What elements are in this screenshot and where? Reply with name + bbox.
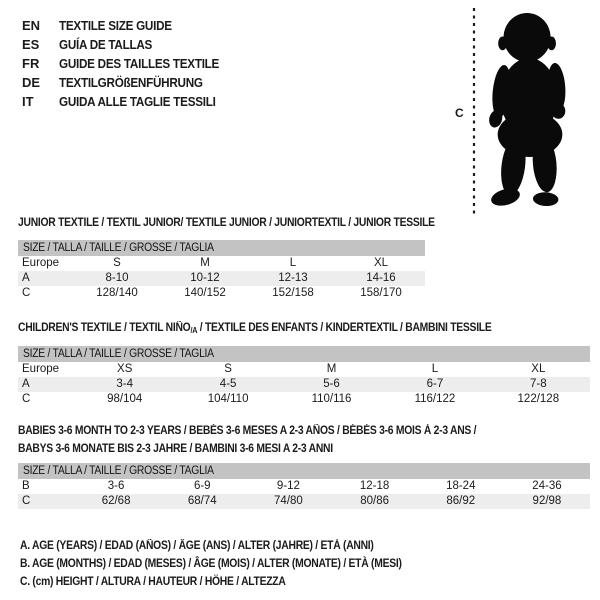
months-cell: 24-36 <box>532 480 562 492</box>
heading-text: / TEXTILE DES ENFANTS / KINDERTEXTIL / BAMBINI TESSILE <box>197 322 492 334</box>
size-cell: L <box>431 363 439 375</box>
table-row-europe <box>18 256 425 271</box>
table-row-age <box>18 271 425 286</box>
height-cell: 110/116 <box>311 393 352 405</box>
table-row-height <box>18 392 590 407</box>
lang-row-fr <box>22 54 237 73</box>
size-cell: XL <box>373 257 389 269</box>
toddler-silhouette <box>481 10 579 208</box>
height-cell: 158/170 <box>360 287 402 299</box>
table-row-age <box>18 377 590 392</box>
height-cell: 128/140 <box>96 287 138 299</box>
height-cell: 80/86 <box>360 495 389 507</box>
size-cell: XL <box>531 363 546 375</box>
table-row-height <box>18 494 590 509</box>
age-cell: 3-4 <box>116 378 134 390</box>
babies-size-table <box>18 463 590 509</box>
lang-code: ES <box>22 37 40 52</box>
lang-row-it <box>22 92 237 111</box>
months-cell: 12-18 <box>359 480 390 492</box>
footnotes <box>20 537 402 591</box>
size-header-bar <box>18 463 590 479</box>
children-size-table <box>18 346 590 407</box>
heading-subscript: /A <box>190 326 198 335</box>
size-header-bar <box>18 240 425 256</box>
language-header <box>22 16 237 111</box>
age-cell: 6-7 <box>426 378 444 390</box>
row-label: C <box>22 393 31 405</box>
footnote-c: C. (cm) HEIGHT / ALTURA / HAUTEUR / HÖHE / ALTEZZA <box>20 576 286 588</box>
size-cell: M <box>200 257 210 269</box>
size-header-label: SIZE / TALLA / TAILLE / GRÖSSE / TAGLIA <box>23 465 214 477</box>
height-cell: 104/110 <box>207 393 249 405</box>
height-marker-label: C <box>455 106 464 120</box>
age-cell: 4-5 <box>219 378 237 390</box>
section-heading-babies <box>18 423 476 458</box>
lang-code: FR <box>22 56 40 71</box>
age-cell: 14-16 <box>366 272 396 284</box>
row-label: Europe <box>22 257 60 269</box>
size-cell: S <box>224 363 232 375</box>
height-cell: 74/80 <box>274 495 303 507</box>
size-cell: L <box>289 257 297 269</box>
age-cell: 10-12 <box>190 272 220 284</box>
size-header-bar <box>18 346 590 362</box>
size-cell: M <box>326 363 337 375</box>
heading-text: CHILDREN'S TEXTILE / TEXTIL NIÑO <box>18 322 191 334</box>
lang-row-en <box>22 16 237 35</box>
height-cell: 68/74 <box>187 495 217 507</box>
footnote-a: A. AGE (YEARS) / EDAD (AÑOS) / ÂGE (ANS) / ALTER (JAHRE) / ETÀ (ANNI) <box>20 540 374 552</box>
row-label: C <box>22 495 31 507</box>
months-cell: 3-6 <box>107 480 125 492</box>
lang-code: DE <box>22 75 41 90</box>
heading-line-2: BABYS 3-6 MONATE BIS 2-3 JAHRE / BAMBINI 3-6 MESI A 2-3 ANNI <box>18 442 333 455</box>
age-cell: 8-10 <box>105 272 129 284</box>
height-cell: 116/122 <box>414 393 456 405</box>
lang-code: IT <box>22 94 34 109</box>
lang-label: TEXTILE SIZE GUIDE <box>59 18 172 33</box>
age-cell: 7-8 <box>530 378 547 390</box>
lang-row-es <box>22 35 237 54</box>
height-cell: 152/158 <box>272 287 314 299</box>
size-header-label: SIZE / TALLA / TAILLE / GRÖSSE / TAGLIA <box>23 348 214 360</box>
age-cell: 5-6 <box>323 378 340 390</box>
junior-size-table <box>18 240 425 301</box>
table-row-height <box>18 286 425 301</box>
lang-label: GUÍA DE TALLAS <box>59 37 153 52</box>
size-header-label: SIZE / TALLA / TAILLE / GRÖSSE / TAGLIA <box>23 242 214 254</box>
months-cell: 6-9 <box>193 480 211 492</box>
height-cell: 122/128 <box>517 393 560 405</box>
height-cell: 140/152 <box>184 287 226 299</box>
months-cell: 9-12 <box>276 480 300 492</box>
size-cell: S <box>113 257 121 269</box>
row-label: A <box>22 272 30 284</box>
row-label: A <box>22 378 30 390</box>
section-heading-junior: JUNIOR TEXTILE / TEXTIL JUNIOR/ TEXTILE JUNIOR / JUNIORTEXTIL / JUNIOR TESSILE <box>18 217 435 229</box>
height-cell: 98/104 <box>107 393 143 405</box>
lang-label: TEXTILGRÖßENFÜHRUNG <box>59 75 203 90</box>
height-cell: 62/68 <box>101 495 131 507</box>
height-dashed-line <box>472 8 476 214</box>
lang-code: EN <box>22 18 41 33</box>
height-cell: 86/92 <box>446 495 476 507</box>
row-label: C <box>22 287 31 299</box>
height-cell: 92/98 <box>532 495 562 507</box>
lang-row-de <box>22 73 237 92</box>
lang-label: GUIDE DES TAILLES TEXTILE <box>59 56 220 71</box>
row-label: B <box>22 480 30 492</box>
row-label: Europe <box>22 363 60 375</box>
footnote-b: B. AGE (MONTHS) / EDAD (MESES) / ÂGE (MOIS) / ALTER (MONATE) / ETÀ (MESI) <box>20 558 402 570</box>
size-cell: XS <box>117 363 133 375</box>
heading-line-1: BABIES 3-6 MONTH TO 2-3 YEARS / BEBÉS 3-6 MESES A 2-3 AÑOS / BÉBÉS 3-6 MOIS À 2-3 ANS / <box>18 425 477 437</box>
section-heading-children <box>18 320 491 340</box>
months-cell: 18-24 <box>446 480 476 492</box>
lang-label: GUIDA ALLE TAGLIE TESSILI <box>59 94 216 109</box>
age-cell: 12-13 <box>278 272 308 284</box>
table-row-europe <box>18 362 590 377</box>
table-row-months <box>18 479 590 494</box>
